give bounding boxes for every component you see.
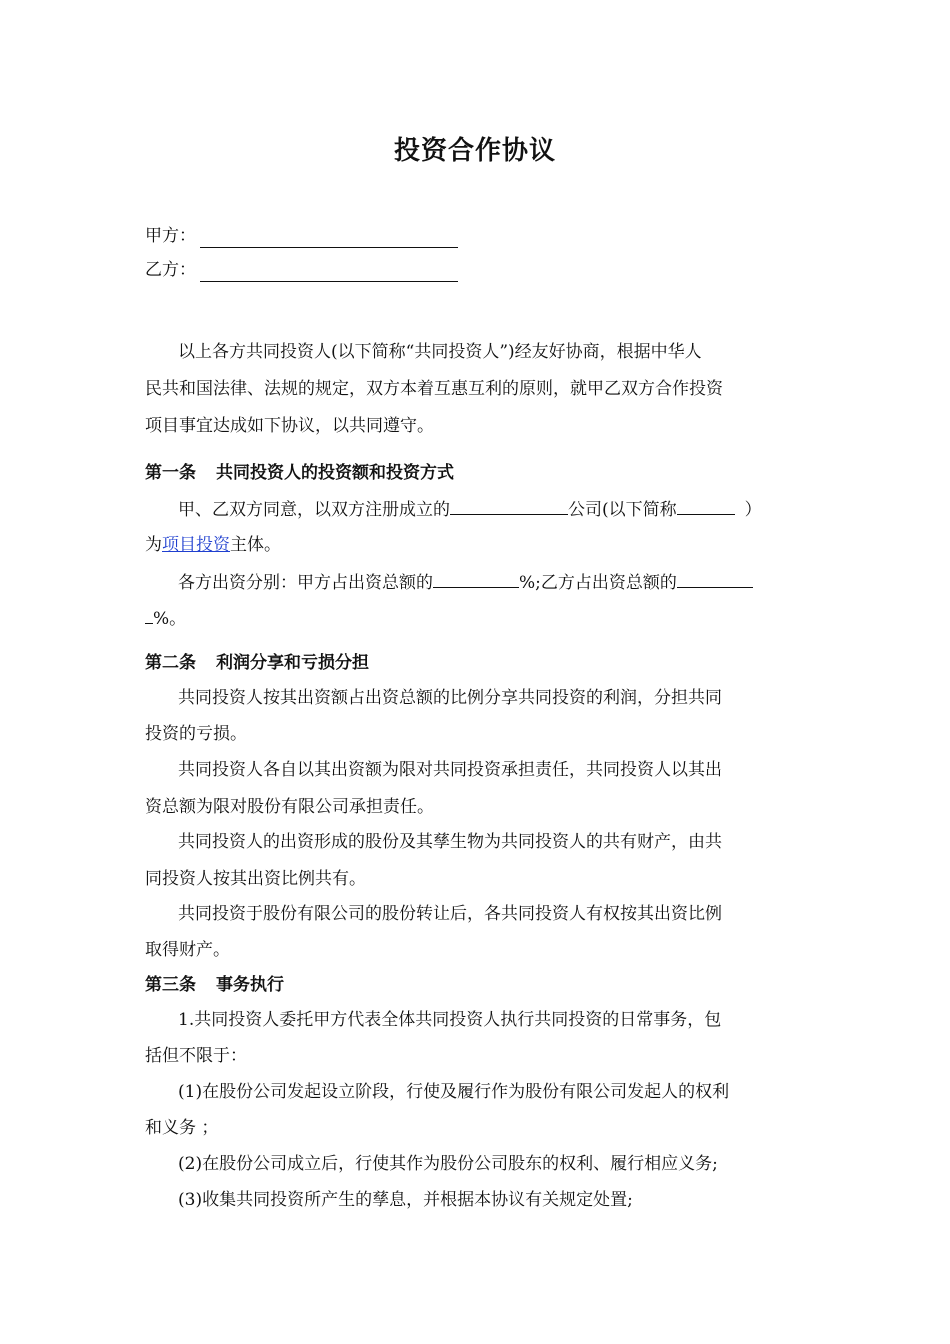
article-1-p2-line-2: %。 [145, 605, 807, 631]
article-3-item-2: (2)在股份公司成立后，行使其作为股份公司股东的权利、履行相应义务; [178, 1154, 718, 1174]
article-3-item-1-line-1: (1)在股份公司发起设立阶段，行使及履行作为股份有限公司发起人的权利 [178, 1082, 730, 1102]
article-1-number: 第一条 [145, 463, 196, 483]
intro-line-2: 民共和国法律、法规的规定，双方本着互惠互利的原则，就甲乙双方合作投资 [145, 379, 723, 399]
article-3-p1-line-1: 1.共同投资人委托甲方代表全体共同投资人执行共同投资的日常事务，包 [178, 1010, 722, 1030]
article-3-title: 事务执行 [216, 975, 284, 995]
article-1-title: 共同投资人的投资额和投资方式 [216, 463, 454, 483]
article-1-p2-line-1: 各方出资分别：甲方占出资总额的 %;乙方占出资总额的 [178, 569, 807, 595]
project-investment-link[interactable]: 项目投资 [162, 535, 230, 555]
article-2-p2-line-1: 共同投资人各自以其出资额为限对共同投资承担责任，共同投资人以其出 [178, 760, 722, 780]
abbreviation-blank[interactable] [677, 496, 735, 515]
party-a-share-blank[interactable] [433, 569, 519, 588]
article-3-item-1-line-2: 和义务 ； [145, 1118, 219, 1138]
document-title: 投资合作协议 [393, 136, 556, 166]
party-b-row [145, 258, 458, 282]
article-1-p1-line-1: 甲、乙双方同意，以双方注册成立的 公司(以下简称 ） [178, 496, 807, 522]
party-b-share-blank-continued[interactable] [145, 605, 153, 624]
article-3-p1-line-2: 括但不限于： [145, 1046, 247, 1066]
article-2-heading [145, 651, 807, 675]
article-2-p2-line-2: 资总额为限对股份有限公司承担责任。 [145, 797, 434, 817]
party-b-share-blank[interactable] [677, 569, 753, 588]
article-3-heading [145, 973, 807, 997]
article-2-p3-line-2: 同投资人按其出资比例共有。 [145, 869, 366, 889]
article-2-title: 利润分享和亏损分担 [216, 653, 369, 673]
intro-line-3: 项目事宜达成如下协议，以共同遵守。 [145, 416, 434, 436]
article-1-p1-line-2: 为项目投资主体。 [145, 535, 281, 555]
article-2-p1-line-2: 投资的亏损。 [145, 724, 247, 744]
party-a-label: 甲方： [145, 226, 196, 246]
party-a-blank[interactable] [200, 229, 458, 248]
party-a-row [145, 224, 458, 248]
article-2-number: 第二条 [145, 653, 196, 673]
party-b-blank[interactable] [200, 263, 458, 282]
article-3-item-3: (3)收集共同投资所产生的孳息，并根据本协议有关规定处置; [178, 1190, 633, 1210]
article-2-p4-line-1: 共同投资于股份有限公司的股份转让后，各共同投资人有权按其出资比例 [178, 904, 722, 924]
article-2-p1-line-1: 共同投资人按其出资额占出资总额的比例分享共同投资的利润，分担共同 [178, 688, 722, 708]
article-2-p3-line-1: 共同投资人的出资形成的股份及其孳生物为共同投资人的共有财产，由共 [178, 832, 722, 852]
party-b-label: 乙方： [145, 260, 196, 280]
company-name-blank[interactable] [450, 496, 568, 515]
article-3-number: 第三条 [145, 975, 196, 995]
article-1-heading [145, 461, 807, 485]
article-2-p4-line-2: 取得财产。 [145, 940, 230, 960]
intro-line-1: 以上各方共同投资人(以下简称“共同投资人”)经友好协商，根据中华人 [178, 342, 702, 362]
